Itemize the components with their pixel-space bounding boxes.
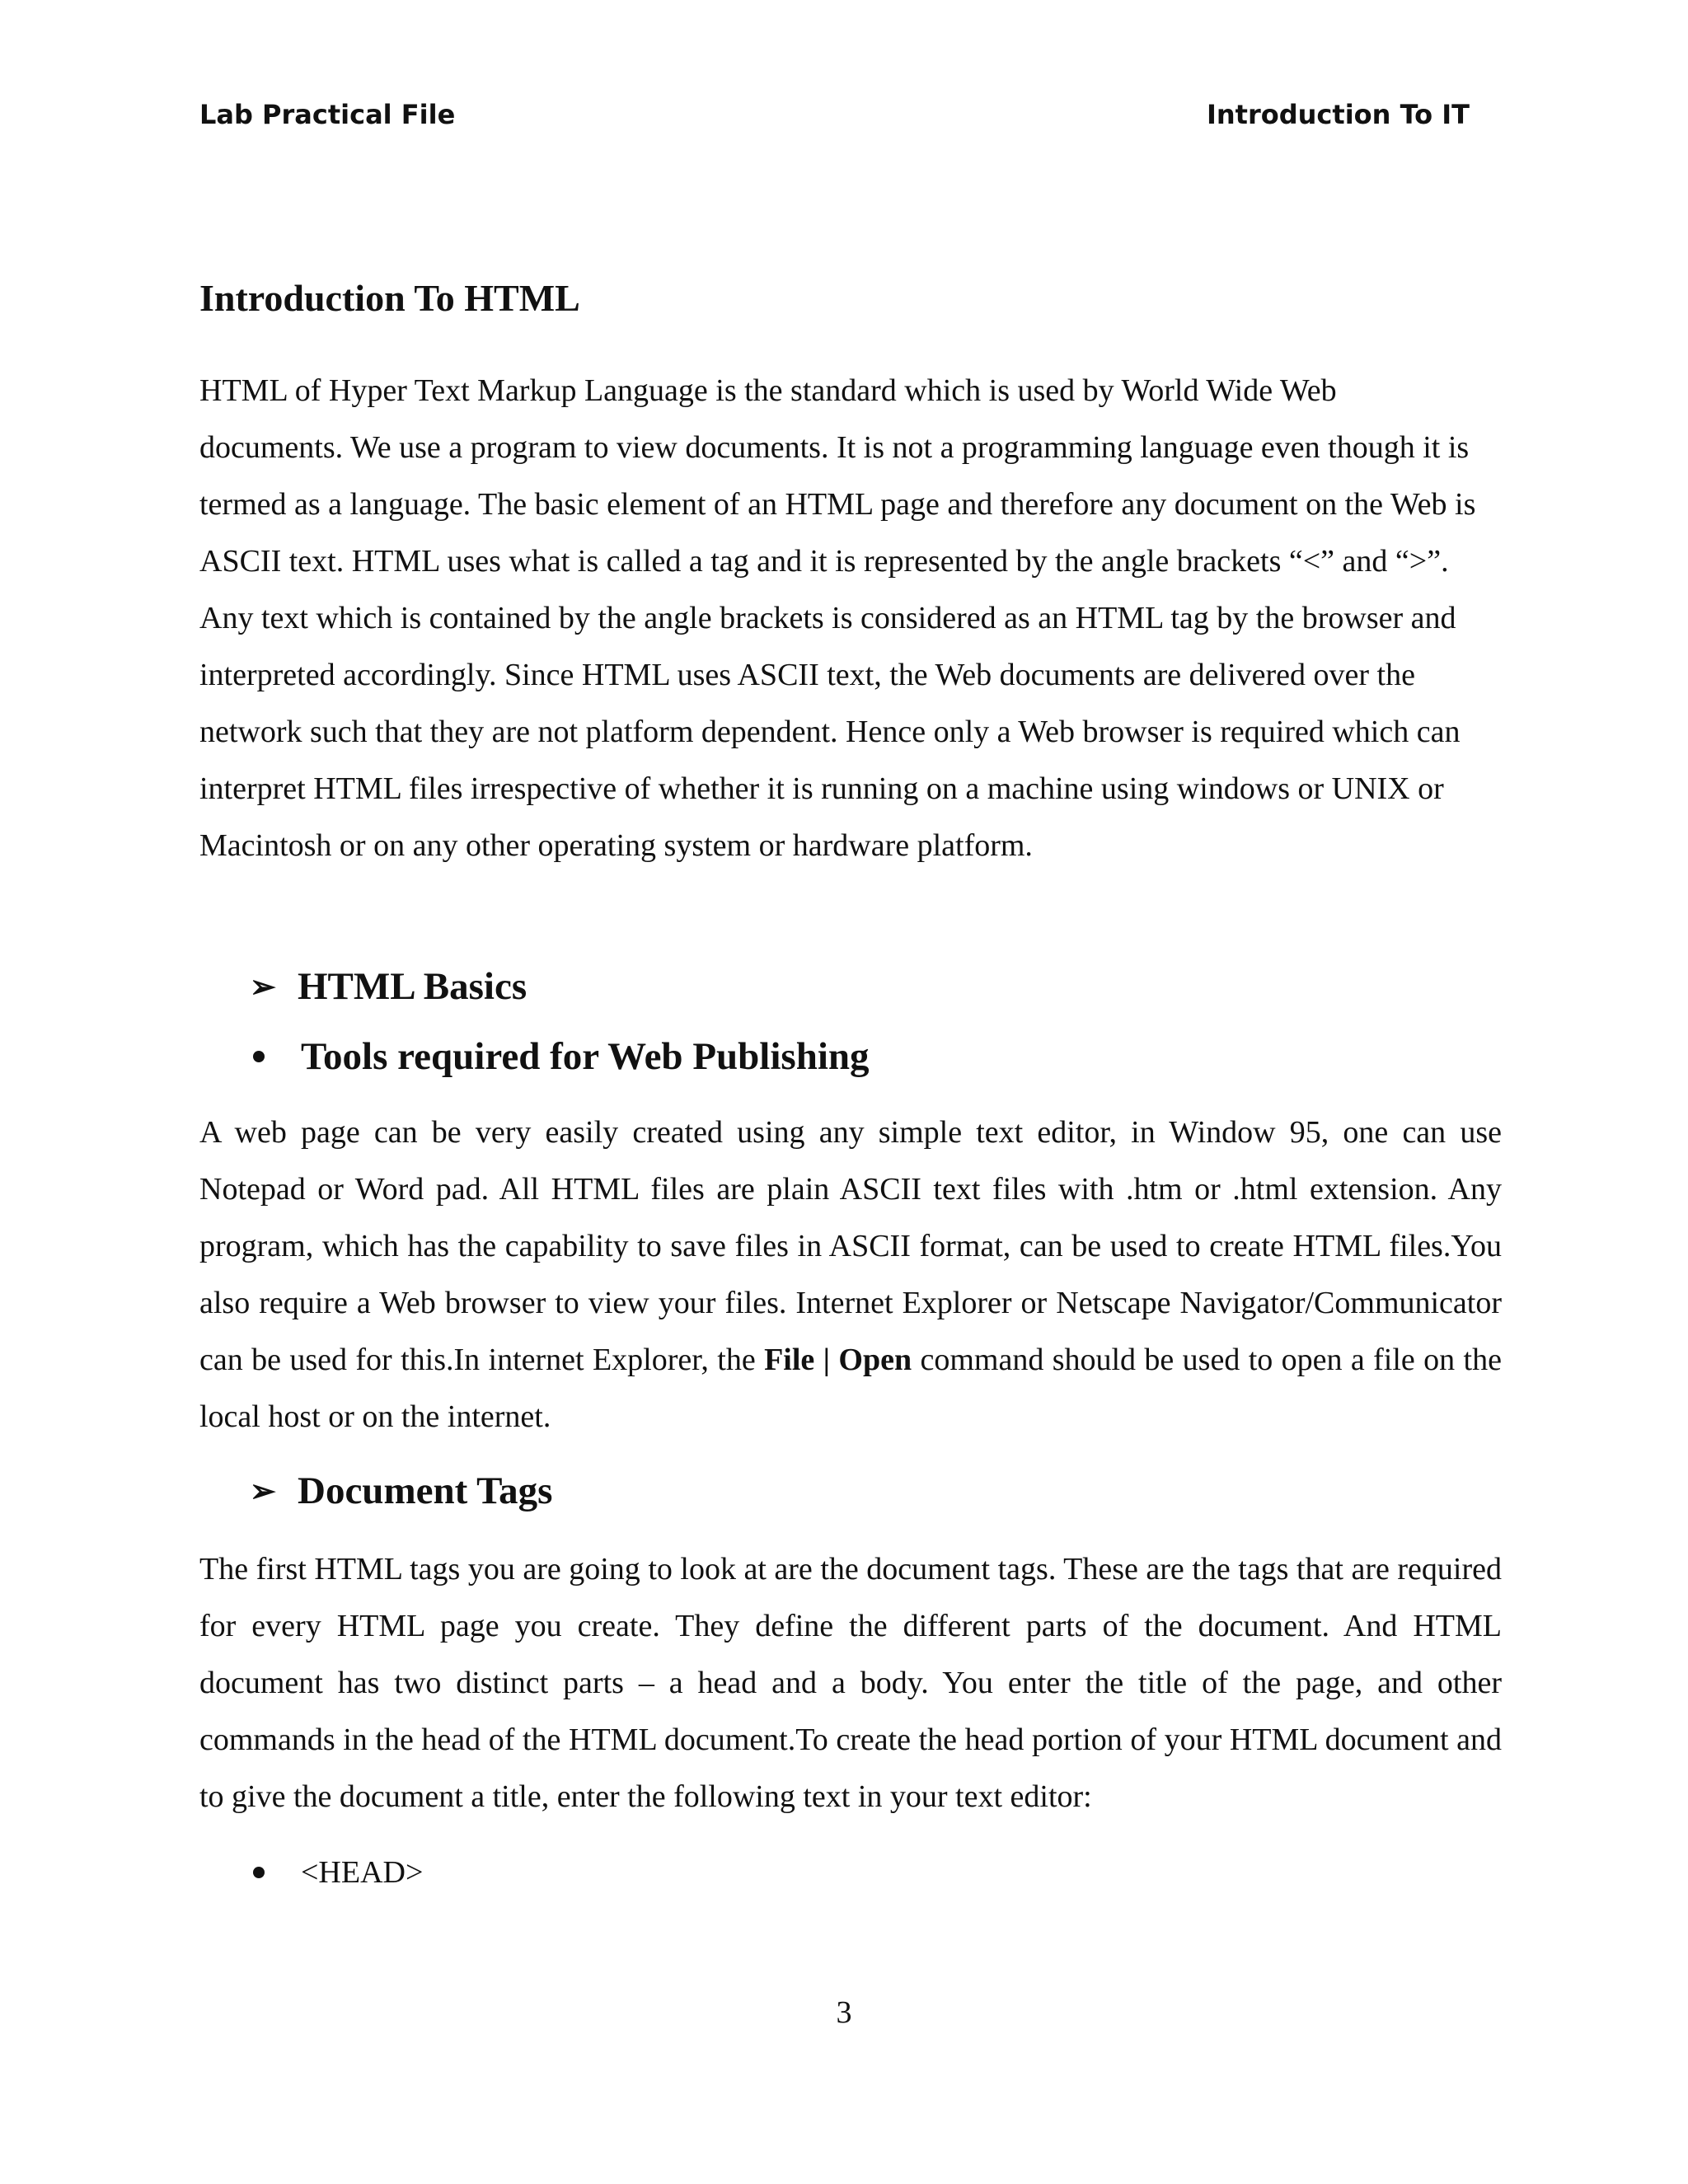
list-item-head-tag: <HEAD> [301, 1855, 424, 1890]
header-left: Lab Practical File [199, 99, 456, 130]
heading-document-tags [250, 1469, 552, 1513]
document-tags-paragraph: The first HTML tags you are going to look at are the document tags. These are the tags that are required for every HTML page you create. They define the different parts of the document. And HTML document has two distinct parts – a head and a body. You enter the title of the page, and other commands in the head of the HTML document.To create the head portion of your HTML document and to give the document a title, enter the following text in your text editor: [199, 1552, 1502, 1814]
file-open-command: File | Open [764, 1343, 912, 1377]
arrow-bullet-icon: ➢ [250, 969, 276, 1005]
round-bullet-icon [253, 1867, 265, 1878]
page-number: 3 [836, 1995, 852, 2030]
header-right: Introduction To IT [1206, 99, 1470, 130]
heading-html-basics-label: HTML Basics [298, 965, 528, 1008]
tools-text-before: A web page can be very easily created using any simple text editor, in Window 95, one can use Notepad or Word pad. All HTML files are plain ASCII text files with .htm or .html extension. Any program, which has the capability to save files in ASCII format, can be used to create HTML files.You also require a Web browser to view your files. Internet Explorer or Netscape Navigator/Communicator can be used for this.In internet Explorer, the [199, 1115, 1502, 1377]
tools-text-after: command should be used to open a file on the local host or on the internet. [199, 1343, 1502, 1434]
page-title: Introduction To HTML [199, 277, 580, 319]
heading-tools [250, 1034, 870, 1079]
heading-html-basics [250, 964, 527, 1009]
list-item [250, 1854, 423, 1891]
heading-document-tags-label: Document Tags [298, 1469, 553, 1512]
tools-paragraph [199, 1104, 1502, 1446]
intro-paragraph: HTML of Hyper Text Markup Language is the standard which is used by World Wide Web documents. We use a program to view documents. It is not a programming language even though it is termed as a language. The basic element of an HTML page and therefore any document on the Web is ASCII text. HTML uses what is called a tag and it is represented by the angle brackets “<” and “>”. Any text which is contained by the angle brackets is considered as an HTML tag by the browser and interpreted accordingly. Since HTML uses ASCII text, the Web documents are delivered over the network such that they are not platform dependent. Hence only a Web browser is required which can interpret HTML files irrespective of whether it is running on a machine using windows or UNIX or Macintosh or on any other operating system or hardware platform. [199, 373, 1476, 863]
arrow-bullet-icon: ➢ [250, 1474, 276, 1509]
heading-tools-label: Tools required for Web Publishing [301, 1035, 870, 1078]
round-bullet-icon [253, 1051, 265, 1062]
